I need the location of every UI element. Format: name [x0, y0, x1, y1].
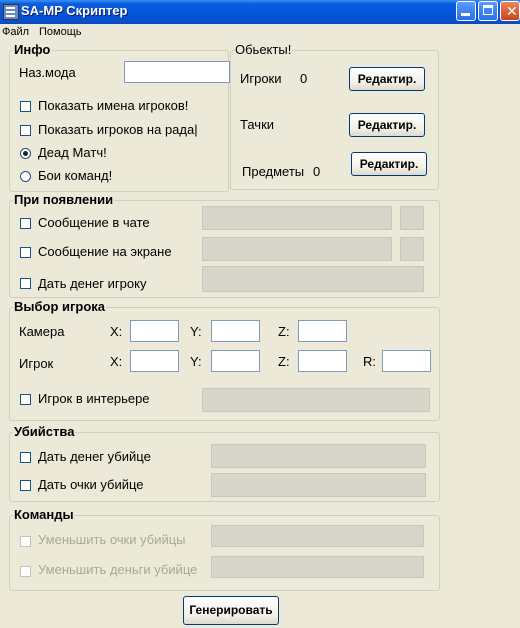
- camera-y-label: Y:: [190, 324, 202, 339]
- player-select-group-title: Выбор игрока: [14, 299, 106, 314]
- player-r-label: R:: [363, 354, 376, 369]
- app-icon: [3, 4, 19, 20]
- info-group-title: Инфо: [14, 42, 51, 57]
- chat-message-input[interactable]: [202, 206, 392, 230]
- give-money-killer-checkbox[interactable]: [20, 452, 31, 463]
- commands-group-title: Команды: [14, 507, 74, 522]
- maximize-button[interactable]: [478, 1, 498, 21]
- items-label: Предметы: [242, 164, 305, 179]
- interior-checkbox[interactable]: [20, 394, 31, 405]
- give-money-label: Дать денег игроку: [38, 276, 147, 291]
- chat-message-checkbox[interactable]: [20, 218, 31, 229]
- player-z-label: Z:: [278, 354, 290, 369]
- reduce-money-label: Уменьшить деньги убийце: [38, 562, 198, 577]
- deathmatch-radio[interactable]: [20, 148, 31, 159]
- window-title: SA-MP Скриптер: [21, 3, 128, 18]
- mode-name-input[interactable]: [124, 61, 230, 83]
- chat-message-label: Сообщение в чате: [38, 215, 150, 230]
- screen-message-input[interactable]: [202, 237, 392, 261]
- camera-label: Камера: [19, 324, 65, 339]
- cars-label: Тачки: [240, 117, 275, 132]
- show-player-names-checkbox[interactable]: [20, 101, 31, 112]
- mode-name-label: Наз.мода: [19, 65, 76, 80]
- chat-color-input[interactable]: [400, 206, 424, 230]
- reduce-money-checkbox[interactable]: [20, 566, 31, 577]
- generate-button[interactable]: Генерировать: [183, 596, 279, 625]
- player-x-input[interactable]: [130, 350, 179, 372]
- player-label: Игрок: [19, 356, 54, 371]
- edit-cars-button[interactable]: Редактир.: [349, 113, 425, 137]
- screen-style-input[interactable]: [400, 237, 424, 261]
- show-players-radar-label: Показать игроков на рада|: [38, 122, 198, 137]
- give-money-killer-label: Дать денег убийце: [38, 449, 151, 464]
- edit-players-button[interactable]: Редактир.: [349, 67, 425, 91]
- team-battle-radio[interactable]: [20, 171, 31, 182]
- menu-help[interactable]: Помощь: [39, 26, 82, 38]
- kills-group-title: Убийства: [14, 424, 75, 439]
- items-count: 0: [313, 164, 321, 179]
- edit-items-button[interactable]: Редактир.: [351, 152, 427, 176]
- minimize-button[interactable]: [456, 1, 476, 21]
- menu-bar: [0, 24, 520, 42]
- give-score-killer-input[interactable]: [211, 473, 426, 497]
- camera-z-input[interactable]: [298, 320, 347, 342]
- close-icon: ✕: [506, 3, 518, 19]
- title-bar[interactable]: [0, 0, 520, 24]
- player-y-label: Y:: [190, 354, 202, 369]
- screen-message-checkbox[interactable]: [20, 247, 31, 258]
- show-player-names-label: Показать имена игроков!: [38, 98, 189, 113]
- reduce-money-input[interactable]: [211, 556, 424, 578]
- give-score-killer-label: Дать очки убийце: [38, 477, 144, 492]
- player-r-input[interactable]: [382, 350, 431, 372]
- maximize-icon: [483, 5, 493, 15]
- objects-group-title: Обьекты!: [235, 42, 292, 57]
- deathmatch-label: Деад Матч!: [38, 145, 107, 160]
- give-money-checkbox[interactable]: [20, 278, 31, 289]
- close-button[interactable]: [500, 1, 520, 21]
- camera-x-label: X:: [110, 324, 123, 339]
- minimize-icon: [461, 13, 470, 16]
- reduce-score-label: Уменьшить очки убийцы: [38, 532, 186, 547]
- camera-y-input[interactable]: [211, 320, 260, 342]
- players-label: Игроки: [240, 71, 282, 86]
- camera-z-label: Z:: [278, 324, 290, 339]
- team-battle-label: Бои команд!: [38, 168, 113, 183]
- player-z-input[interactable]: [298, 350, 347, 372]
- give-money-killer-input[interactable]: [211, 444, 426, 468]
- reduce-score-checkbox[interactable]: [20, 536, 31, 547]
- spawn-group-title: При появлении: [14, 192, 114, 207]
- player-x-label: X:: [110, 354, 123, 369]
- screen-message-label: Сообщение на экране: [38, 244, 172, 259]
- players-count: 0: [300, 71, 308, 86]
- interior-label: Игрок в интерьере: [38, 391, 150, 406]
- give-score-killer-checkbox[interactable]: [20, 480, 31, 491]
- interior-input[interactable]: [202, 388, 430, 412]
- give-money-input[interactable]: [202, 266, 424, 292]
- camera-x-input[interactable]: [130, 320, 179, 342]
- show-players-radar-checkbox[interactable]: [20, 125, 31, 136]
- reduce-score-input[interactable]: [211, 525, 424, 547]
- menu-file[interactable]: Файл: [2, 26, 30, 38]
- player-y-input[interactable]: [211, 350, 260, 372]
